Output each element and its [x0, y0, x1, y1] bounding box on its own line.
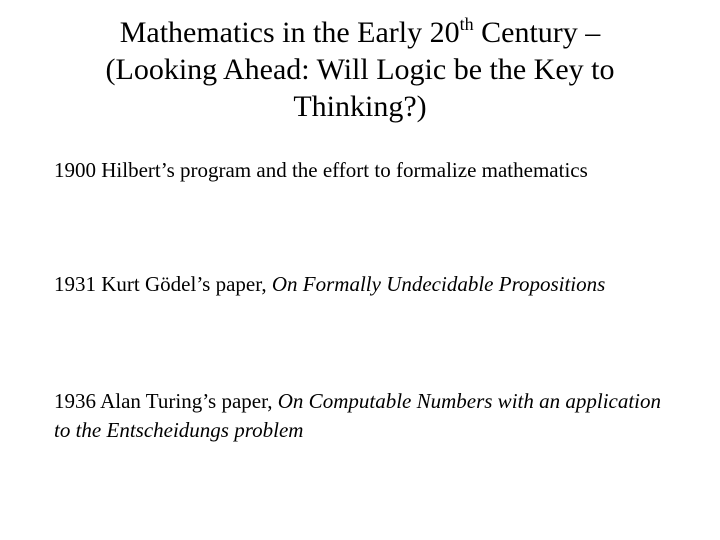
item-text: 1931 Kurt Gödel’s paper,	[54, 272, 272, 296]
title-superscript: th	[459, 14, 474, 34]
title-line-2: (Looking Ahead: Will Logic be the Key to	[105, 53, 615, 86]
title-line-1-prefix: Mathematics in the Early 20	[119, 16, 460, 49]
title-line-1-suffix: Century –	[473, 16, 601, 49]
paper-title: On Computable Numbers with an application to the Entscheidungs problem	[54, 389, 662, 442]
slide-title	[40, 14, 680, 125]
paper-title: On Formally Undecidable Propositions	[271, 272, 606, 296]
timeline-item-1900	[54, 156, 674, 185]
timeline-item-1931	[54, 270, 674, 299]
item-text: 1900 Hilbert’s program and the effort to formalize mathematics	[54, 158, 588, 182]
timeline-item-1936	[54, 387, 674, 445]
title-line-3: Thinking?)	[293, 90, 427, 123]
item-text: 1936 Alan Turing’s paper,	[54, 389, 278, 413]
title-line-1	[40, 14, 680, 51]
